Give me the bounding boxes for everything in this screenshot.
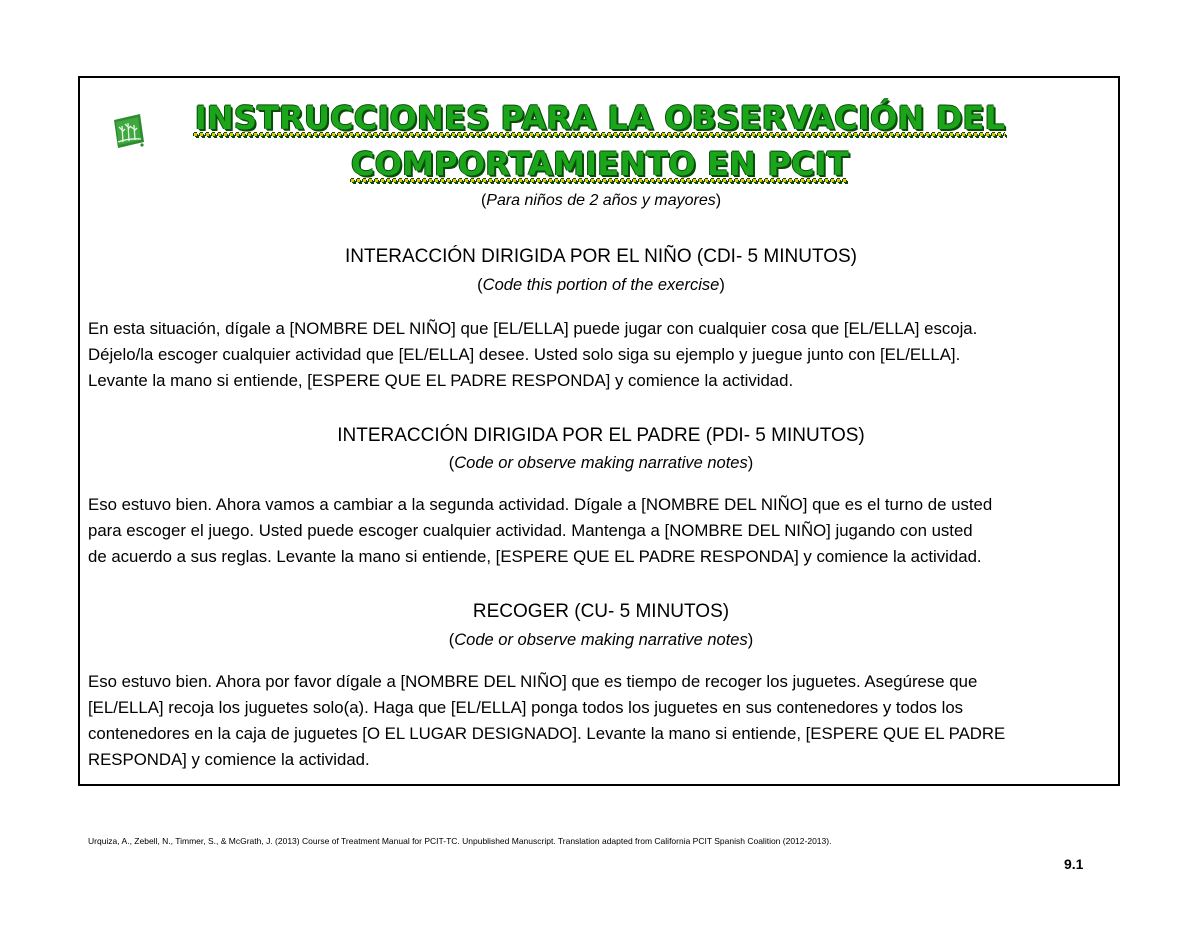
cu-line: contenedores en la caja de juguetes [O EL LUGAR DESIGNADO]. Levante la mano si entiende, [ESPERE QUE EL PADRE: [88, 724, 1006, 743]
pdi-heading: INTERACCIÓN DIRIGIDA POR EL PADRE (PDI- 5 MINUTOS): [337, 425, 865, 446]
cu-heading: RECOGER (CU- 5 MINUTOS): [472, 601, 730, 622]
cu-line: Eso estuvo bien. Ahora por favor dígale a [NOMBRE DEL NIÑO] que es tiempo de recoger los juguetes. Asegúrese que: [88, 672, 978, 691]
age-subtitle: (Para niños de 2 años y mayores): [480, 192, 722, 209]
cu-line: [EL/ELLA] recoja los juguetes solo(a). Haga que [EL/ELLA] ponga todos los juguetes en sus contenedores y todos los: [88, 698, 964, 717]
pdi-line: para escoger el juego. Usted puede escoger cualquier actividad. Mantenga a [NOMBRE DEL NIÑO] jugando con usted: [88, 521, 973, 540]
cu-line: RESPONDA] y comience la actividad.: [88, 750, 370, 769]
page-number: 9.1: [1064, 856, 1084, 872]
cu-note: (Code or observe making narrative notes): [448, 631, 754, 649]
instructions-box: [78, 76, 1120, 786]
pdi-note: (Code or observe making narrative notes): [448, 454, 754, 472]
cdi-note: (Code this portion of the exercise): [477, 276, 725, 294]
cu-instructions: [88, 669, 1113, 773]
cdi-heading: INTERACCIÓN DIRIGIDA POR EL NIÑO (CDI- 5 MINUTOS): [345, 246, 857, 267]
cdi-line: Déjelo/la escoger cualquier actividad que [EL/ELLA] desee. Usted solo siga su ejemplo y juegue junto con [EL/ELLA].: [88, 345, 961, 364]
pdi-instructions: [88, 492, 1113, 570]
cdi-instructions: [88, 316, 1113, 394]
citation: Urquiza, A., Zebell, N., Timmer, S., & McGrath, J. (2013) Course of Treatment Manual for PCIT-TC. Unpublished Manuscript. Translation adapted from California PCIT Spanish Coalition (2012-2013).: [88, 836, 832, 846]
pdi-line: de acuerdo a sus reglas. Levante la mano si entiende, [ESPERE QUE EL PADRE RESPONDA] y comience la actividad.: [88, 547, 982, 566]
cdi-line: Levante la mano si entiende, [ESPERE QUE EL PADRE RESPONDA] y comience la actividad.: [88, 371, 794, 390]
document-title-line-1: INSTRUCCIONES PARA LA OBSERVACIÓN DEL: [194, 99, 1006, 137]
cdi-line: En esta situación, dígale a [NOMBRE DEL NIÑO] que [EL/ELLA] puede jugar con cualquier cosa que [EL/ELLA] escoja.: [88, 319, 978, 338]
document-title-line-2: COMPORTAMIENTO EN PCIT: [351, 145, 849, 183]
pdi-line: Eso estuvo bien. Ahora vamos a cambiar a la segunda actividad. Dígale a [NOMBRE DEL NIÑO] que es el turno de usted: [88, 495, 993, 514]
